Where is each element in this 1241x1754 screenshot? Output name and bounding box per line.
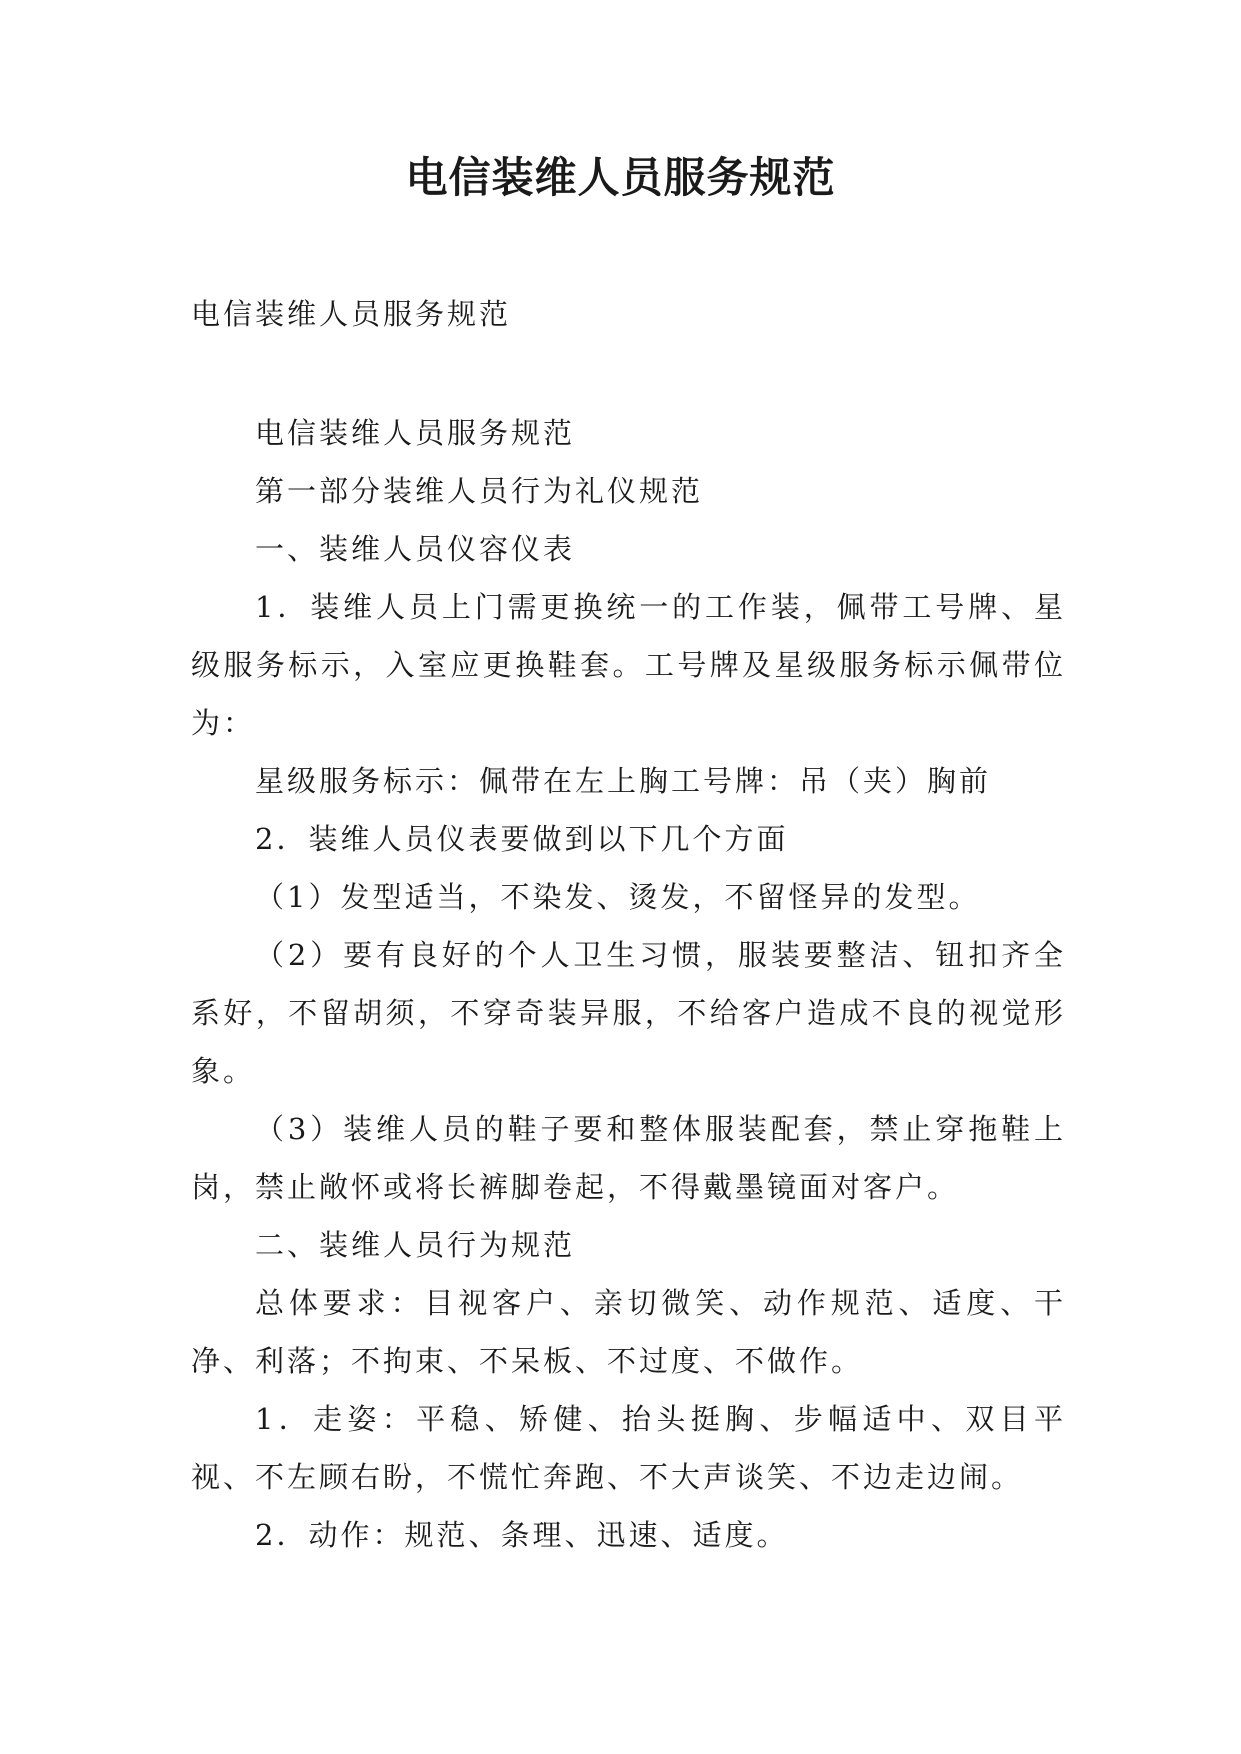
paragraph: 一、装维人员仪容仪表 xyxy=(255,532,576,566)
paragraph: 1．装维人员上门需更换统一的工作装，佩带工号牌、星级服务标示，入室应更换鞋套。工号牌及星级服务标示佩带位为： xyxy=(191,590,1066,740)
document-title: 电信装维人员服务规范 xyxy=(405,153,836,202)
paragraph: 2．装维人员仪表要做到以下几个方面 xyxy=(255,822,789,856)
paragraph: 星级服务标示：佩带在左上胸工号牌：吊（夹）胸前 xyxy=(255,764,992,798)
paragraph: 第一部分装维人员行为礼仪规范 xyxy=(255,474,704,508)
paragraph: 二、装维人员行为规范 xyxy=(255,1228,576,1262)
paragraph: （3）装维人员的鞋子要和整体服装配套，禁止穿拖鞋上岗，禁止敞怀或将长裤脚卷起，不得戴墨镜面对客户。 xyxy=(191,1112,1066,1204)
document-subtitle: 电信装维人员服务规范 xyxy=(191,297,512,331)
paragraph: 总体要求：目视客户、亲切微笑、动作规范、适度、干净、利落；不拘束、不呆板、不过度、不做作。 xyxy=(191,1286,1066,1378)
paragraph: （1）发型适当，不染发、烫发，不留怪异的发型。 xyxy=(255,880,981,914)
document-body xyxy=(191,404,1066,1564)
paragraph: 电信装维人员服务规范 xyxy=(255,416,576,450)
paragraph: 1．走姿：平稳、矫健、抬头挺胸、步幅适中、双目平视、不左顾右盼，不慌忙奔跑、不大声谈笑、不边走边闹。 xyxy=(191,1402,1066,1494)
paragraph: 2．动作：规范、条理、迅速、适度。 xyxy=(255,1518,789,1552)
paragraph: （2）要有良好的个人卫生习惯，服装要整洁、钮扣齐全系好，不留胡须，不穿奇装异服，不给客户造成不良的视觉形象。 xyxy=(191,938,1066,1088)
